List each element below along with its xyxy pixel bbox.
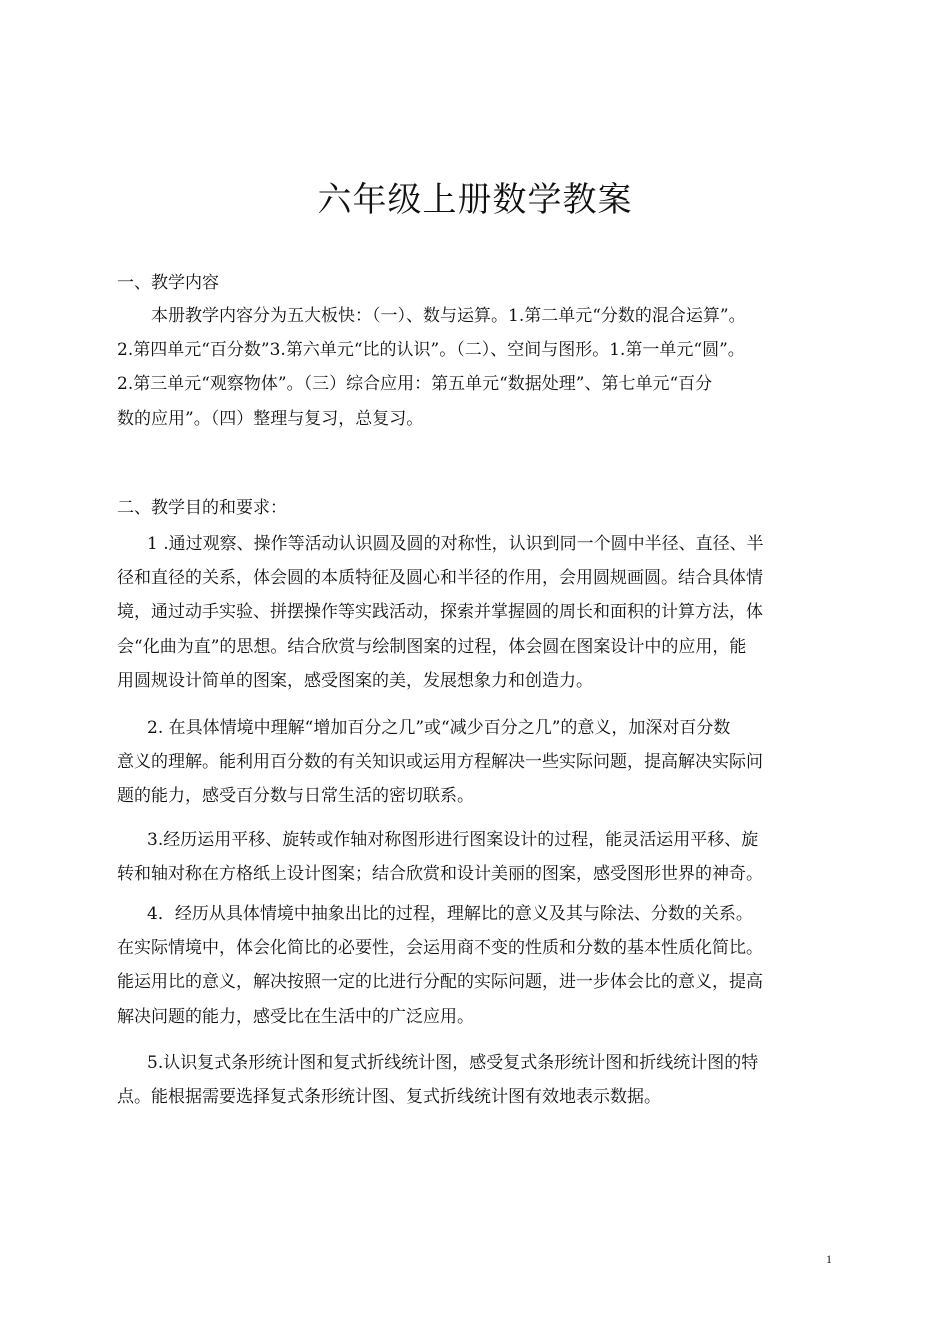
text-line: 题的能力，感受百分数与日常生活的密切联系。	[117, 786, 474, 807]
text-line: 用圆规设计简单的图案，感受图案的美，发展想象力和创造力。	[117, 670, 593, 691]
text-line: 能运用比的意义，解决按照一定的比进行分配的实际问题，进一步体会比的意义，提高	[117, 972, 763, 993]
goal-item-4	[117, 897, 841, 1034]
text-line: 1 .通过观察、操作等活动认识圆及圆的对称性，认识到同一个圆中半径、直径、半	[147, 534, 764, 554]
text-line: 4．经历从具体情境中抽象出比的过程，理解比的意义及其与除法、分数的关系。	[147, 904, 753, 924]
goal-item-5	[117, 1046, 841, 1114]
text-line: 数的应用”。（四）整理与复习，总复习。	[117, 408, 424, 429]
text-line: 点。能根据需要选择复式条形统计图、复式折线统计图有效地表示数据。	[117, 1087, 661, 1108]
text-line: 2.第三单元“观察物体”。（三）综合应用：第五单元“数据处理”、第七单元“百分	[117, 374, 713, 395]
text-line: 2. 在具体情境中理解“增加百分之几”或“减少百分之几”的意义，加深对百分数	[147, 718, 731, 738]
section-heading-goals: 二、教学目的和要求：	[117, 498, 287, 518]
text-line: 3.经历运用平移、旋转或作轴对称图形进行图案设计的过程，能灵活运用平移、旋	[147, 830, 759, 850]
text-line: 会“化曲为直”的思想。结合欣赏与绘制图案的过程，体会圆在图案设计中的应用，能	[117, 636, 747, 657]
text-line: 转和轴对称在方格纸上设计图案；结合欣赏和设计美丽的图案，感受图形世界的神奇。	[117, 864, 763, 885]
text-line: 解决问题的能力，感受比在生活中的广泛应用。	[117, 1006, 474, 1027]
page-number: 1	[826, 1252, 832, 1266]
goal-item-2	[117, 711, 841, 814]
section-heading-content: 一、教学内容	[117, 273, 219, 293]
goal-item-3	[117, 823, 841, 891]
text-line: 意义的理解。能利用百分数的有关知识或运用方程解决一些实际问题，提高解决实际问	[117, 752, 763, 773]
text-line: 在实际情境中，体会化简比的必要性，会运用商不变的性质和分数的基本性质化简比。	[117, 938, 763, 959]
text-line: 本册教学内容分为五大板快：（一）、数与运算。1.第二单元“分数的混合运算”。	[151, 306, 746, 326]
text-line: 5.认识复式条形统计图和复式折线统计图，感受复式条形统计图和折线统计图的特	[147, 1053, 759, 1073]
text-line: 2.第四单元“百分数”3.第六单元“比的认识”。（二）、空间与图形。1.第一单元“圆”。	[117, 340, 745, 361]
paragraph-content	[117, 299, 841, 436]
goal-item-1	[117, 527, 841, 698]
page-title: 六年级上册数学教案	[317, 180, 633, 220]
text-line: 境，通过动手实验、拼摆操作等实践活动，探索并掌握圆的周长和面积的计算方法，体	[117, 602, 763, 623]
text-line: 径和直径的关系，体会圆的本质特征及圆心和半径的作用，会用圆规画圆。结合具体情	[117, 568, 763, 589]
